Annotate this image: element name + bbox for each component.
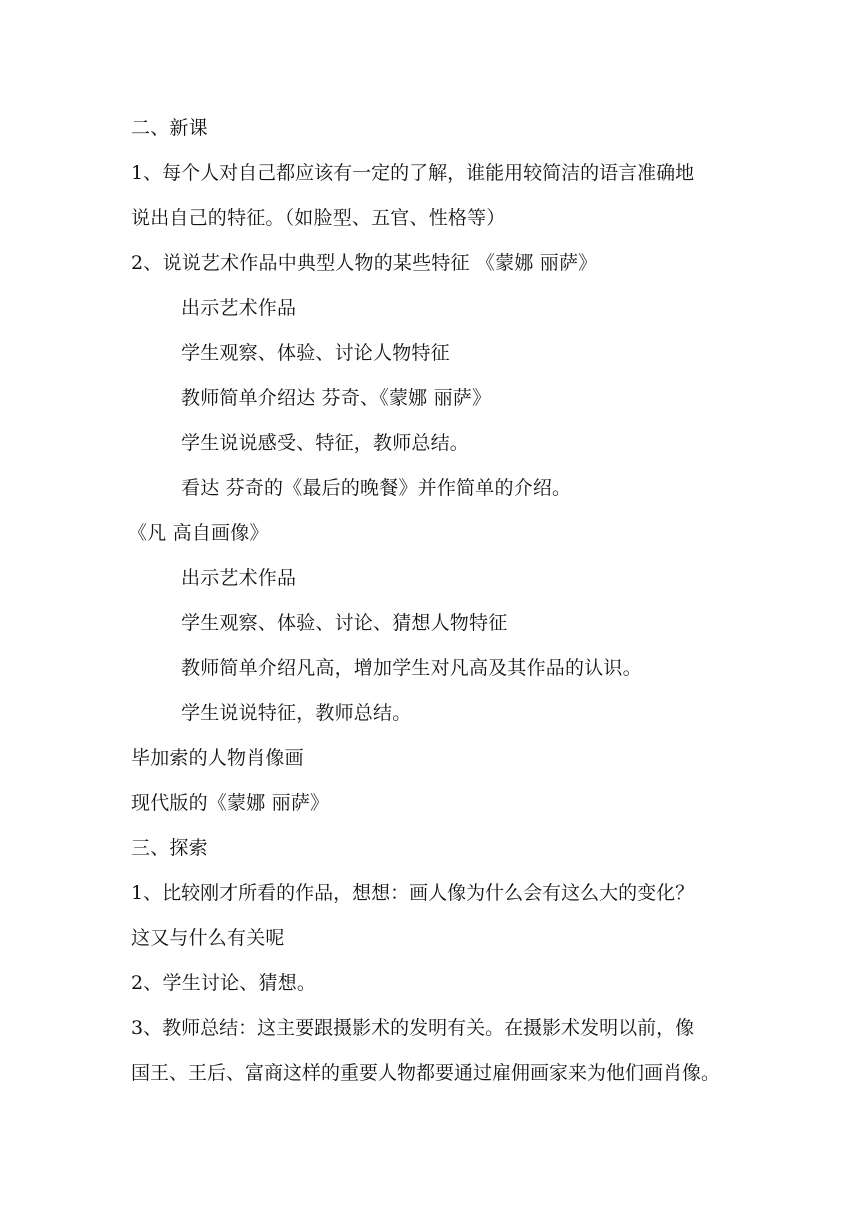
indented-line: 看达 芬奇的《最后的晚餐》并作简单的介绍。 — [181, 477, 572, 499]
indented-line: 学生说说特征，教师总结。 — [181, 702, 412, 724]
indented-line: 学生观察、体验、讨论、猜想人物特征 — [181, 612, 508, 634]
indented-line: 学生观察、体验、讨论人物特征 — [181, 342, 450, 364]
indented-line: 教师简单介绍凡高，增加学生对凡高及其作品的认识。 — [181, 657, 642, 679]
indented-line: 出示艺术作品 — [181, 567, 297, 589]
indented-line: 教师简单介绍达 芬奇、《蒙娜 丽萨》 — [181, 387, 492, 409]
artwork-title-line: 《凡 高自画像》 — [128, 522, 269, 544]
paragraph-line: 3、教师总结：这主要跟摄影术的发明有关。在摄影术发明以前，像 — [131, 1017, 695, 1039]
paragraph-line: 现代版的《蒙娜 丽萨》 — [131, 792, 330, 814]
paragraph-line: 2、学生讨论、猜想。 — [131, 972, 317, 994]
indented-line: 出示艺术作品 — [181, 297, 297, 319]
paragraph-line: 1、每个人对自己都应该有一定的了解，谁能用较简洁的语言准确地 — [131, 162, 695, 184]
paragraph-line: 毕加索的人物肖像画 — [131, 747, 304, 769]
paragraph-line: 说出自己的特征。（如脸型、五官、性格等） — [131, 207, 506, 229]
paragraph-line: 国王、王后、富商这样的重要人物都要通过雇佣画家来为他们画肖像。 — [131, 1062, 721, 1084]
paragraph-line: 这又与什么有关呢 — [131, 927, 285, 949]
paragraph-line: 2、说说艺术作品中典型人物的某些特征 《蒙娜 丽萨》 — [131, 252, 598, 274]
section-heading-new-lesson: 二、新课 — [131, 117, 208, 139]
indented-line: 学生说说感受、特征，教师总结。 — [181, 432, 470, 454]
paragraph-line: 1、比较刚才所看的作品，想想：画人像为什么会有这么大的变化？ — [131, 882, 695, 904]
section-heading-explore: 三、探索 — [131, 837, 208, 859]
